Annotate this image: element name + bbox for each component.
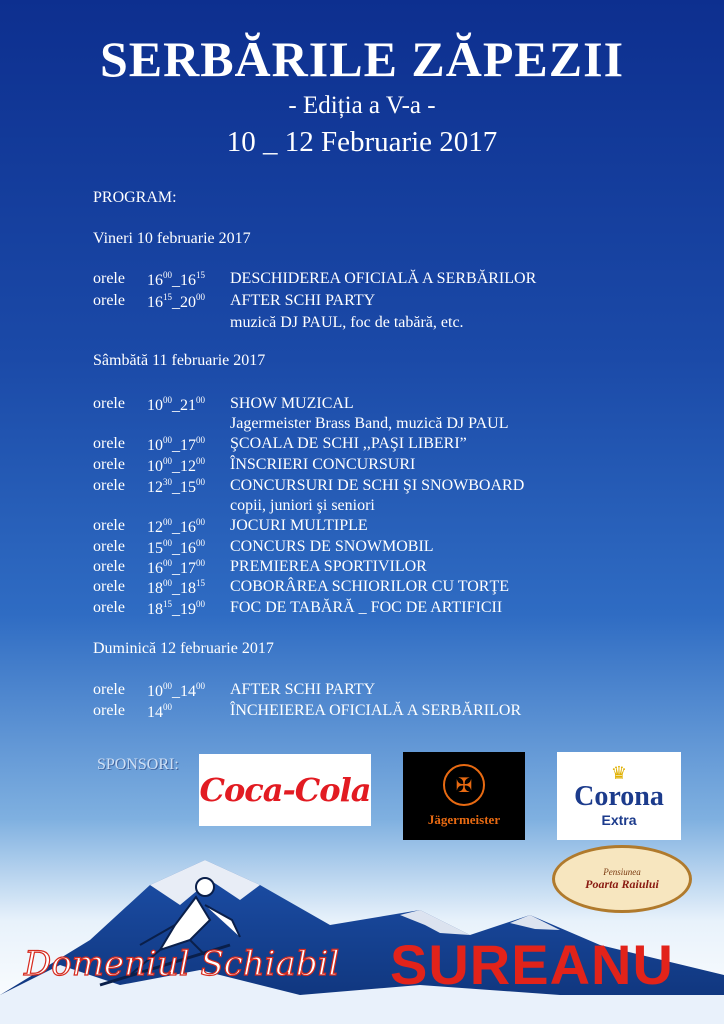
time-range: $10^{00}\_21^{00}$: [147, 395, 205, 414]
event-note: Jagermeister Brass Band, muzică DJ PAUL: [230, 415, 509, 432]
event-name: SHOW MUZICAL: [230, 395, 354, 412]
event-dates: 10 _ 12 Februarie 2017: [226, 126, 498, 158]
time-range: $10^{00}\_12^{00}$: [147, 456, 205, 475]
time-prefix: orele: [93, 681, 125, 698]
crown-icon: ♛: [610, 763, 628, 783]
time-range: $15^{00}\_16^{00}$: [147, 538, 205, 557]
event-name: COBORÂREA SCHIORILOR CU TORŢE: [230, 578, 509, 595]
time-range: $18^{15}\_19^{00}$: [147, 599, 205, 618]
time-range: $14^{00}$: [147, 702, 172, 721]
event-note: muzică DJ PAUL, foc de tabără, etc.: [230, 314, 464, 331]
time-prefix: orele: [93, 435, 125, 452]
time-range: $10^{00}\_14^{00}$: [147, 681, 205, 700]
event-name: PREMIEREA SPORTIVILOR: [230, 558, 427, 575]
event-name: ÎNCHEIEREA OFICIALĂ A SERBĂRILOR: [230, 702, 522, 719]
time-range: $16^{15}\_20^{00}$: [147, 292, 205, 311]
time-range: $12^{30}\_15^{00}$: [147, 477, 205, 496]
sponsors-label: SPONSORI:: [97, 756, 179, 773]
event-name: AFTER SCHI PARTY: [230, 292, 376, 309]
event-name: CONCURS DE SNOWMOBIL: [230, 538, 434, 555]
day-heading: Sâmbătă 11 februarie 2017: [93, 352, 266, 369]
domeniul-schiabil-text: Domeniul Schiabil: [24, 944, 340, 984]
time-prefix: orele: [93, 599, 125, 616]
event-name: AFTER SCHI PARTY: [230, 681, 376, 698]
time-range: $18^{00}\_18^{15}$: [147, 578, 205, 597]
time-prefix: orele: [93, 477, 125, 494]
event-name: FOC DE TABĂRĂ _ FOC DE ARTIFICII: [230, 599, 503, 616]
time-prefix: orele: [93, 292, 125, 309]
event-name: DESCHIDEREA OFICIALĂ A SERBĂRILOR: [230, 270, 537, 287]
time-prefix: orele: [93, 270, 125, 287]
event-name: ÎNSCRIERI CONCURSURI: [230, 456, 416, 473]
event-name: ŞCOALA DE SCHI ,,PAŞI LIBERI”: [230, 435, 467, 452]
corona-logo: ♛ Corona Extra: [557, 752, 681, 840]
time-prefix: orele: [93, 456, 125, 473]
time-range: $16^{00}\_17^{00}$: [147, 558, 205, 577]
time-prefix: orele: [93, 517, 125, 534]
program-label: PROGRAM:: [93, 189, 177, 206]
event-name: CONCURSURI DE SCHI ŞI SNOWBOARD: [230, 477, 525, 494]
time-prefix: orele: [93, 538, 125, 555]
day-heading: Duminică 12 februarie 2017: [93, 640, 274, 657]
event-note: copii, juniori şi seniori: [230, 497, 375, 514]
pensiune-logo: Pensiunea Poarta Raiului: [552, 845, 692, 913]
event-name: JOCURI MULTIPLE: [230, 517, 368, 534]
coca-cola-logo: Coca-Cola: [199, 754, 371, 826]
stag-icon: ✠: [443, 764, 485, 806]
event-title: SERBĂRILE ZĂPEZII: [99, 31, 625, 87]
time-range: $10^{00}\_17^{00}$: [147, 435, 205, 454]
jagermeister-logo: ✠ Jägermeister: [403, 752, 525, 840]
sureanu-logo: SUREANU: [390, 933, 674, 996]
edition-label: - Ediția a V-a -: [288, 92, 436, 119]
time-prefix: orele: [93, 578, 125, 595]
time-prefix: orele: [93, 702, 125, 719]
time-range: $12^{00}\_16^{00}$: [147, 517, 205, 536]
time-prefix: orele: [93, 558, 125, 575]
time-range: $16^{00}\_16^{15}$: [147, 270, 205, 289]
day-heading: Vineri 10 februarie 2017: [93, 230, 251, 247]
time-prefix: orele: [93, 395, 125, 412]
